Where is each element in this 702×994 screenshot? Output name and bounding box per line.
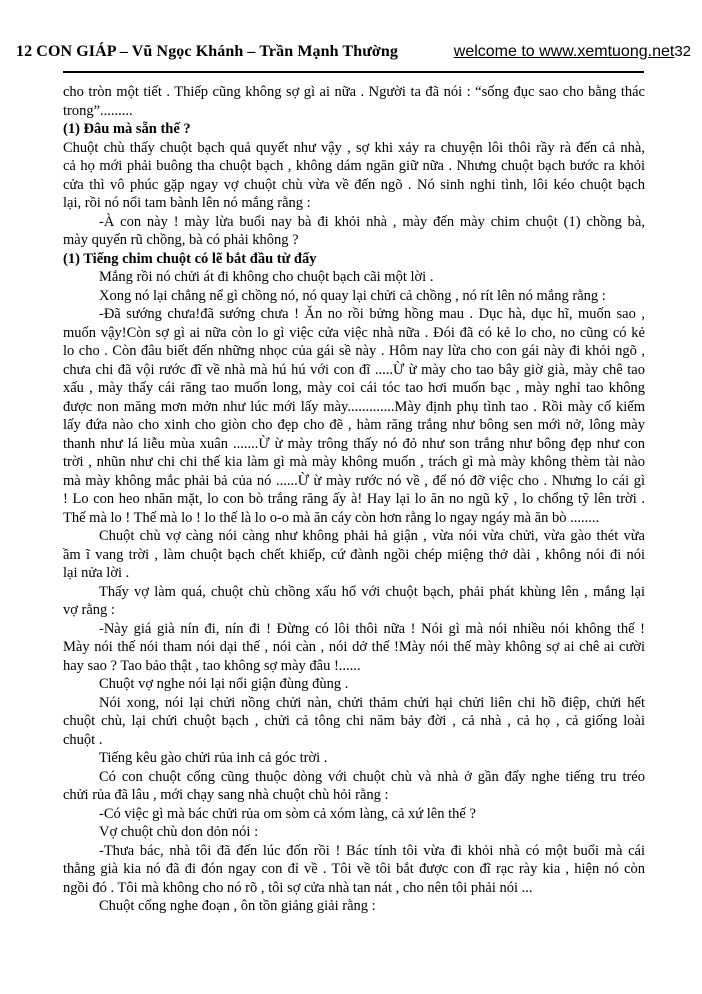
text-line: ! Lo con heo nhăn mặt, lo con bò trắng răng ấy à! Hay lại lo ăn no ngũ kỹ , lo chổng tỹ lên trời . (63, 491, 645, 507)
text-line: chưa chi đã vội rước đĩ về nhà mà hú hú với con đĩ .....Ừ ừ mày cho tao bây giờ già, mày chê tao (63, 361, 645, 378)
text-line: vợ rằng : (63, 602, 115, 618)
text-line: Thấy vợ làm quá, chuột chù chồng xấu hổ với chuột bạch, phải phát khùng lên , mắng lại (99, 583, 645, 600)
text-line: cả họ mới phải buông tha chuột bạch , không dám ngăn giữ nữa . Nhưng chuột bạch bước ra khỏi (63, 158, 645, 174)
text-line: lấy đứa nào cho xinh cho giòn cho đẹp cho đẽ , hàm răng trắng như bông sen mới nở, lông mày (63, 417, 645, 433)
text-line: lại nửa lời . (63, 565, 130, 581)
text-line: chuột . (63, 731, 103, 748)
text-line: Nói xong, nói lại chửi nồng chửi nàn, chửi thảm chửi hại chửi liên chi hồ điệp, chửi hết (99, 694, 645, 711)
text-line: -Thưa bác, nhà tôi đã đến lúc đốn rồi ! Bác tính tôi vừa đi khỏi nhà có một buổi mà cái (99, 842, 645, 859)
text-line: thằng già kia nó đã đi đón ngay con đỉ về . Tôi về tôi bắt được con đĩ rạc rày kia , hiện nó còn (63, 861, 645, 877)
section-heading: (1) Đâu mà sẵn thế ? (63, 121, 191, 137)
page-header (16, 43, 691, 61)
text-line: Xong nó lại chẳng nể gì chồng nó, nó quay lại chửi cả chồng , nó rít lên nó mắng rằng : (99, 287, 606, 304)
text-line: chuột chù, lại chửi chuột bạch , chửi cả tông chi năm bảy đời , cả nhà , cả họ , cả giống loài (63, 713, 645, 729)
page-body (63, 83, 645, 916)
text-line: Chuột vợ nghe nói lại nổi giận đùng đùng . (99, 676, 349, 692)
site-link[interactable]: welcome to www.xemtuong.net (453, 43, 675, 60)
text-line: chửi rủa đã lâu , mới chạy sang nhà chuột chù hỏi rằng : (63, 787, 389, 803)
text-line: Vợ chuột chù don dỏn nói : (99, 824, 259, 840)
book-title: 12 CON GIÁP – Vũ Ngọc Khánh – Trần Mạnh Thường (16, 43, 398, 60)
text-line: mà mày không mắc phải bả của nó ......Ừ ừ mày rước nó về , để nó đỡ việc cho . Nhưng lo cái gì (63, 472, 645, 489)
text-line: Chuột chù thấy chuột bạch quả quyết như vậy , sợ khi xảy ra chuyện lôi thôi rầy rà đến cả nhà, (63, 139, 645, 156)
text-line: ầm ĩ vang trời , làm chuột bạch chết khiếp, cứ đành ngồi chép miệng thở dài , không nói đi nói (63, 546, 645, 563)
text-line: ngồi đó . Tôi mà không cho nó rõ , tôi sợ cửa nhà tan nát , cho nên tôi phải nói ... (63, 879, 533, 896)
text-line: Chuột cống nghe đoạn , ôn tồn giảng giải rằng : (99, 898, 376, 914)
text-line: -Đã sướng chưa!đã sướng chưa ! Ăn no rồi bửng hồng mau . Dục hà, dục hĩ, muốn sao , (99, 306, 645, 322)
header-right (454, 43, 691, 61)
text-line: xấu , mày thấy cái răng tao muốn long, mày coi cái tóc tao hơi muốn bạc , mày nghỉ tao không (63, 380, 645, 396)
text-line: trời , nhũn như chi chi thế kia làm gì mà mày không muốn , trách gì mà mày không thèm tài nào (63, 454, 645, 470)
section-heading: (1) Tiếng chim chuột có lẽ bắt đầu từ đấy (63, 250, 317, 267)
text-line: -Này giá già nín đi, nín đi ! Đừng có lôi thôi nữa ! Nói gì mà nói nhiều nói không thế ! (99, 620, 645, 637)
text-line: Có con chuột cống cũng thuộc dòng với chuột chù và nhà ở gần đấy nghe tiếng tru tréo (99, 768, 645, 785)
text-line: cho tròn một tiết . Thiếp cũng không sợ gì ai nữa . Người ta đã nói : “sống đục sao cho bằng thác (63, 84, 645, 100)
text-line: được non măng mơn mởn như lúc mới lấy mày.............Mày định phụ tình tao . Rồi mày cố kiếm (63, 398, 645, 415)
text-line: Tiếng kêu gào chửi rủa inh cả góc trời . (99, 750, 328, 766)
text-line: Thế mà lo ! Thế mà lo ! lo thế là lo o-o mà ăn cáy còn hơn rằng lo ngay ngáy mà ăn bò ........ (63, 509, 600, 526)
text-line: Mày nói thế nói tham nói dại thế , nói càn , nói dở thế !Mày nói thế mày không sợ ai chê ai cười (63, 639, 645, 655)
text-line: muốn vậy!Còn sợ gì ai nữa còn lo gì việc cửa việc nhà nữa . Đói đã có kẻ lo cho, no cũng có kẻ (63, 324, 645, 341)
header-rule (63, 71, 644, 73)
text-line: mày quyến rũ chồng, bà có phải không ? (63, 232, 299, 248)
text-line: -À con này ! mày lừa buổi nay bà đi khỏi nhà , mày đến mày chim chuột (1) chồng bà, (99, 213, 645, 230)
text-line: hay sao ? Tao bảo thật , tao không sợ mày đâu !...... (63, 657, 361, 674)
page-number: 32 (674, 43, 691, 60)
text-line: -Có việc gì mà bác chửi rủa om sòm cả xóm làng, cả xứ lên thế ? (99, 805, 476, 822)
text-line: lại, rồi nó nổi tam bành lên nó mắng rằng : (63, 195, 311, 211)
text-line: Chuột chù vợ càng nói càng như không phải hả giận , vừa nói vừa chửi, vừa gào thét vừa (99, 528, 645, 544)
text-line: lo cho . Còn đâu biết đến những nhọc của gái sề này . Hôm nay lừa cho con gái này đi khỏi ngõ , (63, 343, 645, 359)
text-line: Mắng rồi nó chửi át đi không cho chuột bạch cãi một lời . (99, 269, 434, 285)
text-line: cửa thì vô phúc gặp ngay vợ chuột chù vừa về đến ngõ . Nó sinh nghi tình, lôi kéo chuột bạch (63, 176, 645, 193)
text-line: trong”......... (63, 102, 133, 119)
text-line: thanh như lá liễu mùa xuân .......Ừ ừ mày trông thấy nó đỏ như son trắng như bông đẹp như con (63, 435, 645, 452)
